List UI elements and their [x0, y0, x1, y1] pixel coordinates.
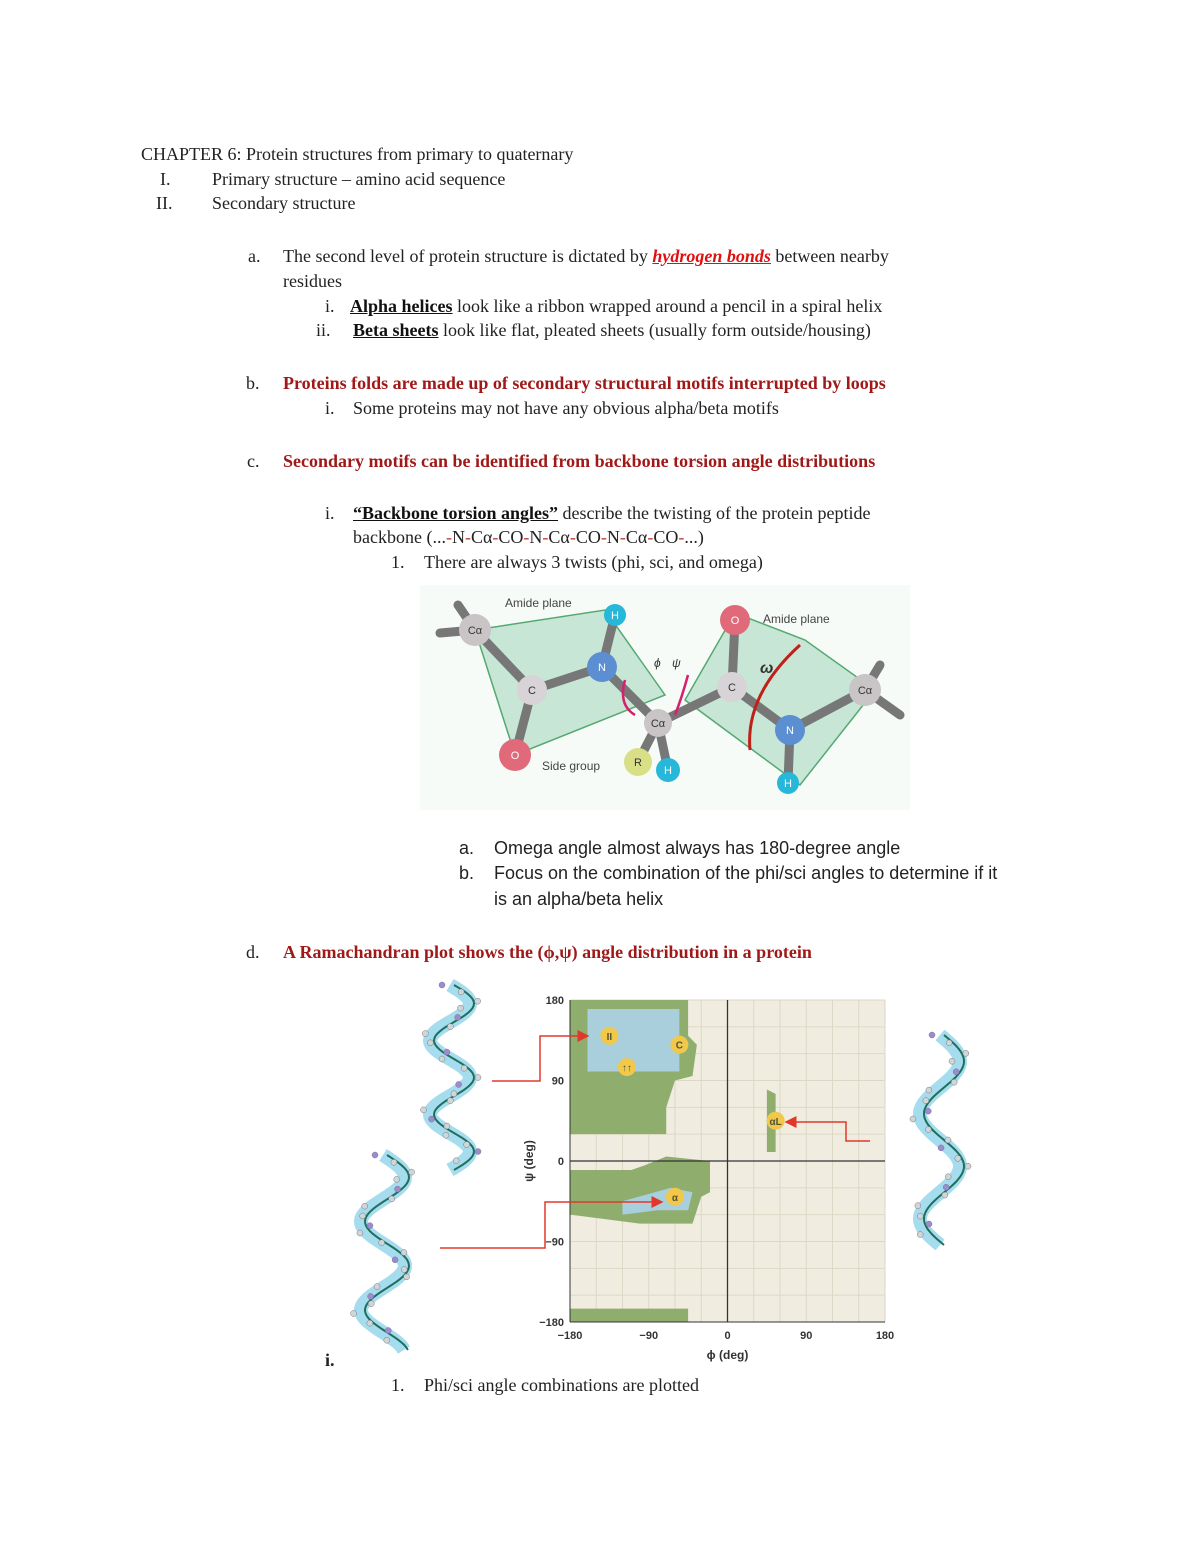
phi-label: ϕ — [654, 656, 661, 670]
y-tick-label: −90 — [545, 1236, 564, 1249]
backbone-unit: ...) — [684, 527, 704, 547]
r-label: R — [634, 757, 642, 769]
item-b-sub-marker: i. — [325, 398, 335, 418]
x-tick-label: −90 — [639, 1330, 659, 1342]
helix-atom — [943, 1184, 949, 1190]
helix-atom — [439, 982, 445, 988]
backbone-pre: backbone (... — [353, 527, 446, 547]
x-axis-label: ϕ (deg) — [706, 1348, 749, 1362]
item-d-sub-marker: i. — [325, 1350, 335, 1370]
item-a-sub2-text: look like flat, pleated sheets (usually form outside/housing) — [438, 320, 871, 340]
helix-atom — [404, 1274, 410, 1280]
helix-atom — [455, 1014, 461, 1020]
helix-atom — [926, 1221, 932, 1227]
helix-atom — [391, 1159, 397, 1165]
ca-label-2: Cα — [650, 718, 666, 730]
item-c-marker: c. — [247, 451, 260, 471]
outline-item-1: Primary structure – amino acid sequence — [212, 169, 506, 189]
item-a-post: between nearby — [770, 246, 889, 266]
helix-atom — [409, 1169, 415, 1175]
item-a-sub2-marker: ii. — [316, 320, 331, 340]
arrow-to-alpha — [440, 1202, 662, 1248]
x-tick-label: 0 — [724, 1330, 731, 1342]
ca-label-1: Cα — [467, 625, 483, 637]
backbone-unit: CO — [653, 527, 679, 547]
y-tick-label: −180 — [539, 1317, 564, 1329]
backbone-unit: Cα — [625, 527, 648, 547]
c-label-2: C — [728, 682, 736, 694]
backbone-unit: Cα — [548, 527, 570, 547]
item-a-sub1-marker: i. — [325, 296, 335, 316]
backbone-bond: - — [619, 527, 626, 547]
helix-atom — [367, 1320, 373, 1326]
region-label: II — [606, 1031, 613, 1043]
y-tick-label: 90 — [551, 1075, 564, 1088]
helix-atom — [385, 1328, 391, 1334]
backbone-unit: N — [529, 527, 543, 547]
item-b-sub: Some proteins may not have any obvious alpha/beta motifs — [353, 398, 779, 418]
helix-atom — [955, 1155, 961, 1161]
helix-atom — [401, 1250, 407, 1256]
item-b-text: Proteins folds are made up of secondary structural motifs interrupted by loops — [283, 373, 886, 393]
helix-atom — [925, 1108, 931, 1114]
h-label-2: H — [664, 765, 672, 777]
helix-atom — [389, 1196, 395, 1202]
backbone-bond: - — [445, 527, 452, 547]
item-c-after-a: Omega angle almost always has 180-degree angle — [494, 838, 901, 858]
backbone-unit: CO — [498, 527, 524, 547]
outline-item-2: Secondary structure — [212, 193, 356, 213]
c-label-1: C — [528, 685, 536, 697]
item-d-text: A Ramachandran plot shows the (ϕ,ψ) angle distribution in a protein — [283, 942, 812, 962]
item-a-sub1-text: look like a ribbon wrapped around a pencil in a spiral helix — [452, 296, 883, 316]
backbone-bond: - — [569, 527, 576, 547]
backbone-bond: - — [678, 527, 685, 547]
helix-atom — [951, 1079, 957, 1085]
x-tick-label: 90 — [800, 1330, 813, 1342]
item-c-after-a-marker: a. — [459, 838, 475, 858]
helix-atom — [401, 1267, 407, 1273]
pointer-arrows — [430, 1030, 870, 1250]
o-label-1: O — [510, 750, 520, 762]
helix-atom — [357, 1230, 363, 1236]
helix-atom — [946, 1040, 952, 1046]
omega-label: ω — [760, 660, 774, 677]
item-c-after-b-marker: b. — [459, 863, 475, 883]
helix-atom — [458, 989, 464, 995]
helix-atom — [447, 1024, 453, 1030]
helix-atom — [910, 1116, 916, 1122]
backbone-sequence — [446, 527, 704, 547]
alpha-helix-illustration — [351, 1152, 415, 1350]
backbone-unit: N — [606, 527, 620, 547]
helix-atom — [394, 1176, 400, 1182]
item-a-sub2 — [353, 320, 871, 341]
helix-atom — [925, 1127, 931, 1133]
helix-atom — [929, 1032, 935, 1038]
helix-atom — [372, 1152, 378, 1158]
psi-label: ψ — [672, 656, 681, 670]
backbone-bond: - — [600, 527, 607, 547]
helix-atom — [384, 1337, 390, 1343]
helix-atom — [351, 1310, 357, 1316]
region-label: α — [671, 1192, 679, 1204]
x-tick-label: −180 — [557, 1330, 583, 1342]
backbone-bond: - — [542, 527, 549, 547]
helix-atom — [917, 1213, 923, 1219]
helix-atom — [457, 1005, 463, 1011]
helix-atom — [965, 1163, 971, 1169]
item-d-marker: d. — [246, 942, 260, 962]
torsion-angles-term: “Backbone torsion angles” — [353, 503, 559, 523]
amide-plane-label-2: Amide plane — [763, 612, 830, 626]
helix-atom — [953, 1069, 959, 1075]
helix-atom — [392, 1257, 398, 1263]
helix-atom — [374, 1284, 380, 1290]
y-tick-label: 180 — [545, 995, 564, 1007]
item-c-sub — [353, 503, 870, 524]
region-label: C — [675, 1040, 683, 1052]
item-c-sub-marker: i. — [325, 503, 335, 523]
item-c-sub-text: describe the twisting of the protein peptide — [558, 503, 871, 523]
o-label-2: O — [730, 615, 740, 627]
backbone-unit: CO — [575, 527, 601, 547]
helix-atom — [949, 1058, 955, 1064]
arrow-to-alpha-l — [786, 1122, 870, 1141]
item-b-marker: b. — [246, 373, 260, 393]
side-group-label: Side group — [542, 759, 601, 773]
item-d-point-marker: 1. — [391, 1375, 405, 1395]
region-label: αL — [769, 1116, 782, 1128]
helix-atom — [938, 1145, 944, 1151]
helix-atom — [421, 1107, 427, 1113]
helix-atom — [945, 1174, 951, 1180]
backbone-bond: - — [464, 527, 471, 547]
item-a-pre: The second level of protein structure is dictated by — [283, 246, 653, 266]
item-c-point: There are always 3 twists (phi, sci, and omega) — [424, 552, 763, 572]
item-a-sub1 — [350, 296, 882, 317]
item-a-cont: residues — [283, 271, 342, 291]
hydrogen-bonds-term: hydrogen bonds — [652, 246, 771, 266]
peptide-backbone-figure — [420, 585, 910, 810]
helix-atom — [367, 1223, 373, 1229]
left-handed-helix-illustration — [895, 1030, 985, 1250]
arrow-to-beta — [492, 1036, 588, 1081]
helix-atom — [915, 1203, 921, 1209]
y-axis-label: ψ (deg) — [522, 1140, 536, 1182]
helix-atom — [942, 1192, 948, 1198]
helix-atom — [379, 1240, 385, 1246]
y-tick-label: 0 — [557, 1156, 564, 1168]
n-label-1: N — [598, 662, 606, 674]
item-c-text: Secondary motifs can be identified from backbone torsion angle distributions — [283, 451, 876, 471]
helix-atom — [963, 1050, 969, 1056]
backbone-bond: - — [523, 527, 530, 547]
allowed-region-bottom — [570, 1309, 688, 1322]
page-title: CHAPTER 6: Protein structures from primary to quaternary — [141, 144, 574, 164]
outline-marker-1: I. — [160, 169, 171, 189]
helix-atom — [923, 1098, 929, 1104]
helix-atom — [917, 1232, 923, 1238]
backbone-bond: - — [647, 527, 654, 547]
h-label-1: H — [611, 610, 619, 622]
helix-atom — [422, 1031, 428, 1037]
helix-atom — [360, 1213, 366, 1219]
helix-atom — [395, 1186, 401, 1192]
helix-atom — [945, 1137, 951, 1143]
helix-atom — [362, 1203, 368, 1209]
backbone-unit: N — [451, 527, 465, 547]
item-c-point-marker: 1. — [391, 552, 405, 572]
item-c-after-b-cont: is an alpha/beta helix — [494, 889, 664, 909]
outline-marker-2: II. — [156, 193, 173, 213]
region-label: ↑↑ — [621, 1063, 632, 1075]
x-tick-label: 180 — [875, 1330, 895, 1342]
backbone-bond: - — [492, 527, 499, 547]
item-c-after-b: Focus on the combination of the phi/sci angles to determine if it — [494, 863, 998, 883]
helix-atom — [368, 1301, 374, 1307]
item-d-point: Phi/sci angle combinations are plotted — [424, 1375, 699, 1395]
alpha-helices-term: Alpha helices — [350, 296, 453, 316]
backbone-line — [353, 527, 704, 548]
helix-atom — [475, 998, 481, 1004]
helix-atom — [368, 1293, 374, 1299]
item-a-marker: a. — [248, 246, 261, 266]
n-label-2: N — [786, 725, 794, 737]
amide-plane-label-1: Amide plane — [505, 596, 572, 610]
backbone-unit: Cα — [470, 527, 493, 547]
item-a-text — [283, 246, 889, 267]
h-label-3: H — [784, 778, 792, 790]
helix-atom — [926, 1087, 932, 1093]
beta-sheets-term: Beta sheets — [353, 320, 439, 340]
ca-label-3: Cα — [857, 685, 873, 697]
